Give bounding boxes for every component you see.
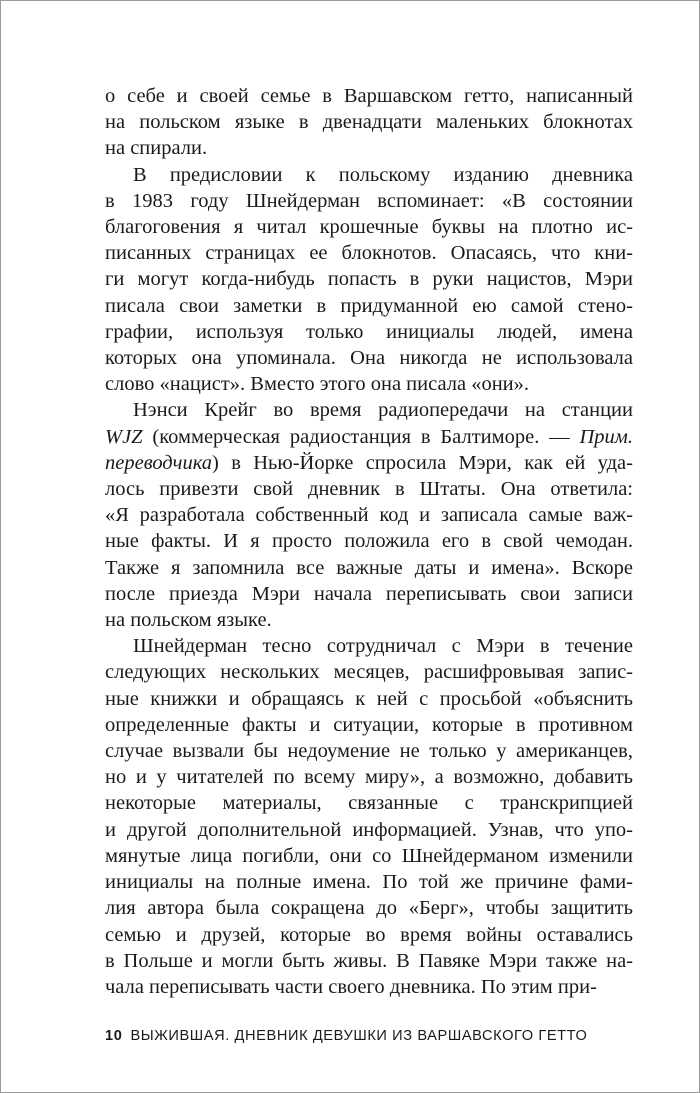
page-number: 10 <box>105 1028 123 1044</box>
text-line: ные книжки и обращаясь к ней с просьбой «объяснить <box>105 687 633 710</box>
paragraph-4 <box>105 633 633 1000</box>
text-line: о себе и своей семье в Варшавском гетто, написанный <box>105 85 633 107</box>
text-line: графии, используя только инициалы людей, имена <box>105 320 633 343</box>
text-line: некоторые материалы, связанные с транскрипцией <box>105 792 633 815</box>
text-line: WJZ (коммерческая радиостанция в Балтиморе. — Прим. <box>105 425 633 448</box>
text-line: на спирали. <box>105 137 208 160</box>
text-line: в 1983 году Шнейдерман вспоминает: «В состоянии <box>105 189 633 212</box>
text-line: ги могут когда-нибудь попасть в руки нацистов, Мэри <box>105 268 633 291</box>
text-line: и другой дополнительной информацией. Узнав, что упо- <box>105 818 633 841</box>
text-line: Также я запомнила все важные даты и имена». Вскоре <box>105 556 633 579</box>
text-line: В предисловии к польскому изданию дневника <box>133 163 633 186</box>
text-line: слово «нацист». Вместо этого она писала «они». <box>105 373 530 396</box>
text-line: чала переписывать части своего дневника. По этим при- <box>105 975 597 998</box>
text-line: писанных страницах ее блокнотов. Опасаясь, что кни- <box>105 242 633 265</box>
text-line: лия автора была сокращена до «Берг», чтобы защитить <box>105 897 633 920</box>
text-line: на польском языке в двенадцати маленьких блокнотах <box>105 111 633 134</box>
paragraph-3 <box>105 397 633 633</box>
text-line: Нэнси Крейг во время радиопередачи на станции <box>133 399 633 422</box>
running-title: ВЫЖИВШАЯ. ДНЕВНИК ДЕВУШКИ ИЗ ВАРШАВСКОГО ГЕТТО <box>130 1028 588 1044</box>
body-text <box>105 83 633 1000</box>
text-line: ные факты. И я просто положила его в свой чемодан. <box>105 530 633 553</box>
text-line: которых она упоминала. Она никогда не использовала <box>105 347 633 370</box>
text-line: в Польше и могли быть живы. В Павяке Мэри также на- <box>105 949 633 972</box>
text-line: но и у читателей по всему миру», а возможно, добавить <box>105 766 633 789</box>
text-line: случае вызвали бы недоумение не только у американцев, <box>105 740 633 763</box>
text-line: мянутые лица погибли, они со Шнейдерманом изменили <box>105 844 633 867</box>
text-line: Шнейдерман тесно сотрудничал с Мэри в течение <box>133 635 633 658</box>
text-line: «Я разработала собственный код и записала самые важ- <box>105 504 633 527</box>
paragraph-1 <box>105 83 633 162</box>
text-line: определенные факты и ситуации, которые в противном <box>105 713 633 736</box>
text-line: писала свои заметки в придуманной ею самой стено- <box>105 294 633 317</box>
paragraph-2 <box>105 162 633 398</box>
text-line: благоговения я читал крошечные буквы на плотно ис- <box>105 216 633 239</box>
page-footer <box>105 1028 645 1044</box>
text-line: лось привезти свой дневник в Штаты. Она ответила: <box>105 478 633 501</box>
text-line: после приезда Мэри начала переписывать свои записи <box>105 582 633 605</box>
text-line: переводчика) в Нью-Йорке спросила Мэри, как ей уда- <box>105 451 633 474</box>
text-line: следующих нескольких месяцев, расшифровывая запис- <box>105 661 633 684</box>
text-line: инициалы на полные имена. По той же причине фами- <box>105 871 633 894</box>
text-line: семью и друзей, которые во время войны оставались <box>105 923 633 946</box>
text-line: на польском языке. <box>105 609 272 632</box>
